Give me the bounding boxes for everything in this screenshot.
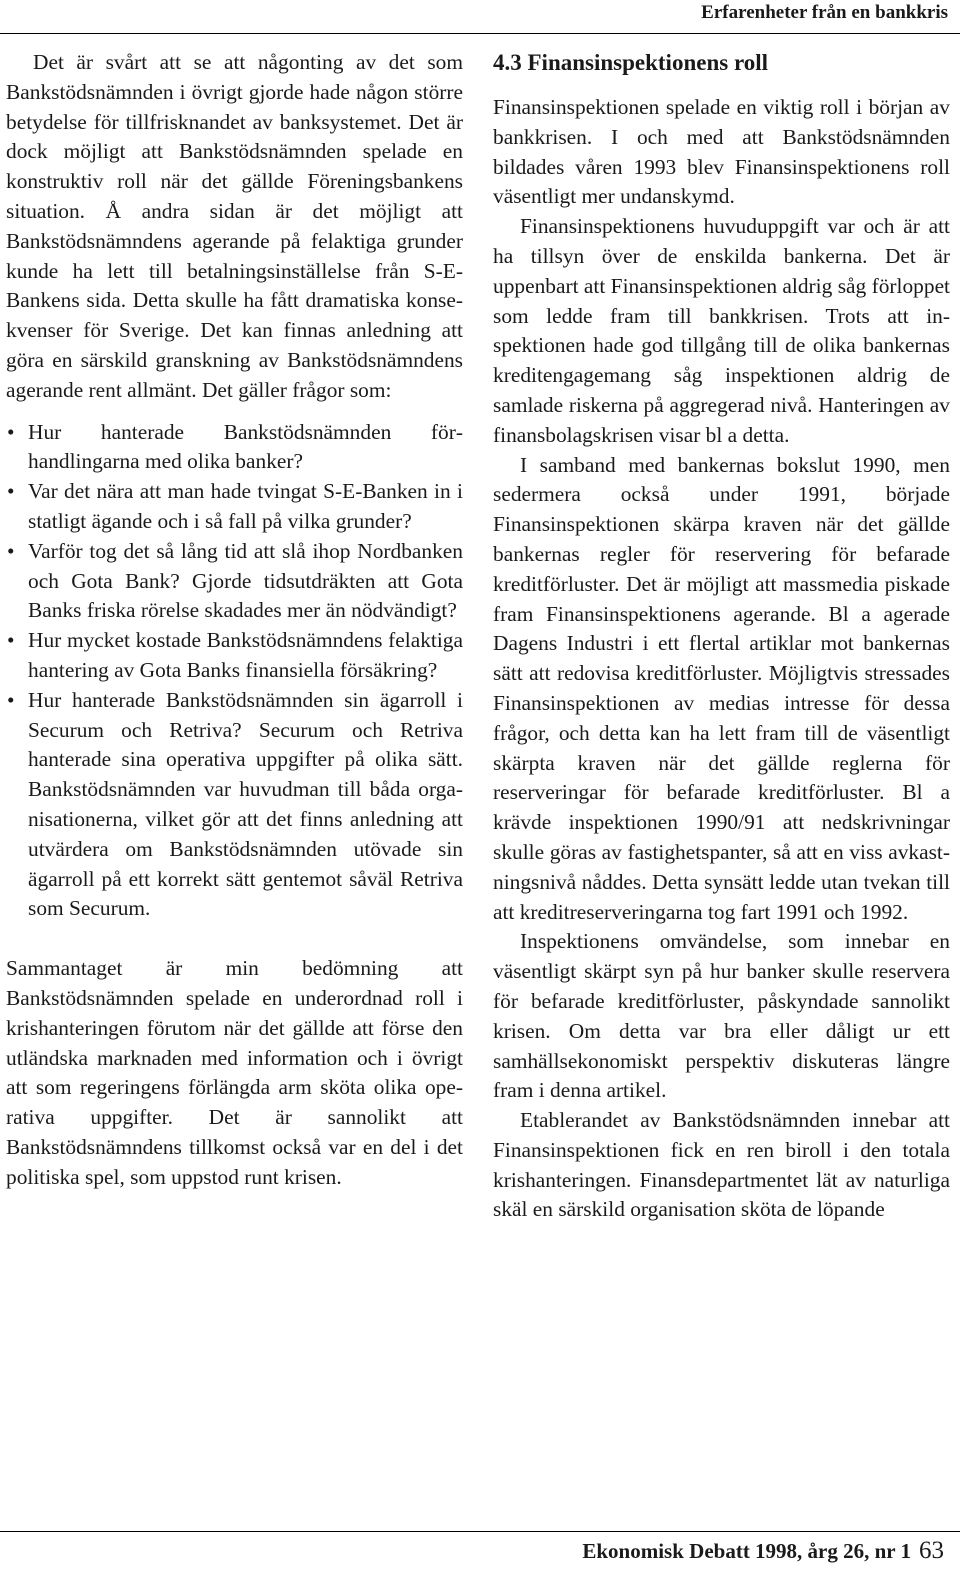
question-text: Var det nära att man hade tvingat S-E-Banken in i statligt ägande och i så fall på vilka grunder?	[28, 479, 463, 533]
bullet-icon: •	[7, 628, 15, 653]
right-paragraph: Finansinspektionen spelade en viktig roll i början av bankkrisen. I och med att Bankstödsnämnden bildades våren 1993 blev Finansinspektionens roll väsentligt mer undanskymd.	[493, 95, 950, 209]
left-column	[6, 48, 463, 1192]
bullet-icon: •	[7, 687, 15, 712]
summary-paragraph: Sammantaget är min bedömning att Bankstödsnämnden spelade en underordnad roll i krishanteringen förutom när det gällde att förse den utländska marknaden med information och i övrigt att som regeringens förlängda arm sköta olika operativa uppgifter. Det är sannolikt att Bankstödsnämndens tillkomst också var en del i det politiska spel, som uppstod runt krisen.	[6, 956, 463, 1189]
bullet-icon: •	[7, 479, 15, 504]
question-item	[6, 626, 463, 686]
right-paragraph: Inspektionens omvändelse, som innebar en väsentligt skärpt syn på hur banker skulle reservera för befarade kreditförluster, påskyndade sannolikt krisen. Om detta var bra eller dåligt ur ett samhällsekonomiskt perspektiv diskuteras längre fram i denna artikel.	[493, 929, 950, 1103]
running-head: Erfarenheter från en bankkris	[701, 2, 948, 23]
question-list	[6, 418, 463, 925]
page-number: 63	[919, 1537, 944, 1564]
left-paragraph: Det är svårt att se att någonting av det som Bankstödsnämnden i övrigt gjorde hade någon större betydelse för tillfrisknandet av banksystemet. Det är dock möjligt att Bankstödsnämnden spelade en konstruktiv roll när det gällde Föreningsbankens situation. Å andra sidan är det möjligt att Bankstödsnämndens agerande på felaktiga grunder kunde ha lett till betalningsinställelse från S-E-Bankens sida. Detta skulle ha fått dramatiska konsekvenser för Sverige. Det kan finnas anledning att göra en särskild granskning av Bankstödsnämndens agerande rent allmänt. Det gäller frågor som:	[6, 50, 463, 402]
bullet-icon: •	[7, 419, 15, 444]
question-item	[6, 537, 463, 626]
bullet-icon: •	[7, 538, 15, 563]
journal-citation: Ekonomisk Debatt 1998, årg 26, nr 1	[582, 1539, 911, 1563]
footer-rule	[0, 1531, 960, 1532]
section-title: 4.3 Finansinspektionens roll	[493, 50, 769, 75]
question-text: Hur hanterade Bankstödsnämnden förhandlingarna med olika banker?	[28, 419, 463, 474]
right-column	[493, 48, 950, 1225]
question-text: Hur hanterade Bankstödsnämnden sin ägarroll i Securum och Retriva? Securum och Retriva hanterade sina operativa uppgifter på olika sätt. Bankstödsnämnden var huvudman till båda organisationerna, vilket gör att det finns anledning att utvärdera om Bankstödsnämnden utövade sin ägarroll på ett korrekt sätt gentemot såväl Retriva som Securum.	[28, 687, 463, 921]
right-paragraph: Finansinspektionens huvuduppgift var och är att ha tillsyn över de enskilda bankerna. Det är uppenbart att Finansinspektionen aldrig såg förloppet som ledde fram till bankkrisen. Trots att inspektionen hade god tillgång till de olika bankernas kreditengagemang såg inspektionen aldrig de samlade riskerna på aggregerad nivå. Hanteringen av finansbolagskrisen visar bl a detta.	[493, 214, 950, 447]
right-paragraph: I samband med bankernas bokslut 1990, men sedermera också under 1991, började Finansinspektionen skärpa kraven när det gällde bankernas regler för reservering för befarade kreditförluster. Det är möjligt att massmedia piskade fram Finansinspektionens agerande. Bl a agerade Dagens Industri i ett flertal artiklar mot bankernas sätt att redovisa kreditförluster. Möjligtvis stressades Finansinspektionen av medias intresse för dessa frågor, och detta kan ha lett fram till de väsentligt skärpta kraven när det gällde reglerna för reserveringar för befarade kreditförluster. Bl a krävde inspektionen 1990/91 att nedskrivningar skulle göras av fastighetspanter, så att en viss avkastningsnivå nåddes. Detta synsätt ledde utan tvekan till att kreditreserveringarna tog fart 1991 och 1992.	[493, 452, 950, 924]
question-text: Varför tog det så lång tid att slå ihop Nordbanken och Gota Bank? Gjorde tidsutdräkten att Gota Banks friska rörelse skadades mer än nödvändigt?	[28, 538, 463, 623]
question-item	[6, 686, 463, 924]
header-rule	[0, 33, 960, 34]
question-item	[6, 477, 463, 537]
question-item	[6, 418, 463, 478]
question-text: Hur mycket kostade Bankstödsnämndens felaktiga hantering av Gota Banks finansiella försäkring?	[28, 628, 463, 682]
right-paragraph: Etablerandet av Bankstödsnämnden innebar att Finansinspektionen fick en ren biroll i den totala krishanteringen. Finansdepartmentet lät av naturliga skäl en särskild organisation sköta de löpande	[493, 1108, 950, 1222]
page-footer	[582, 1537, 944, 1565]
